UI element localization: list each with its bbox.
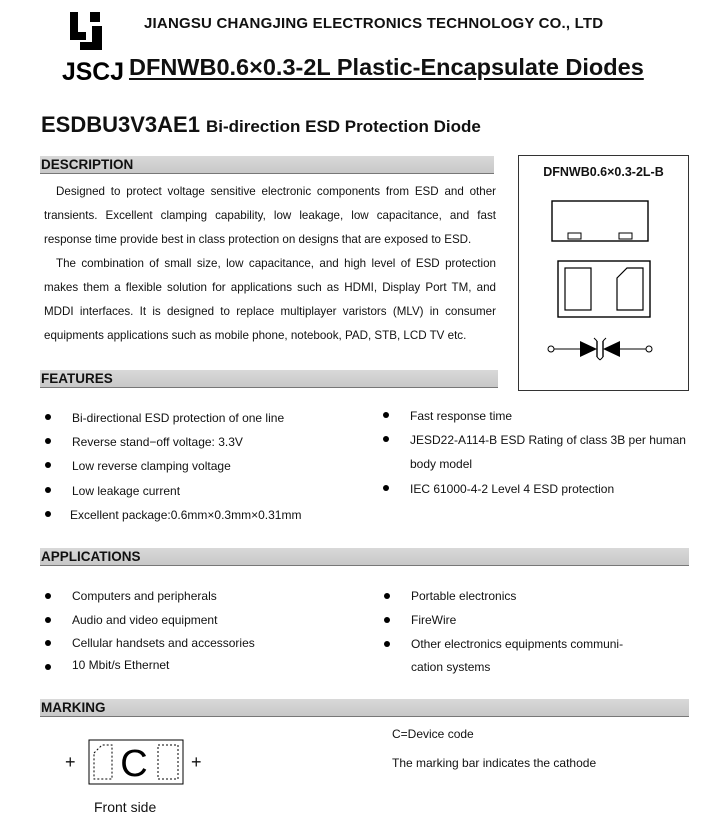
description-text [44,180,496,348]
bidirectional-diode-symbol [547,337,657,361]
list-item: Reverse stand−off voltage: 3.3V [42,430,301,454]
marking-heading: MARKING [41,700,106,715]
list-item: Low reverse clamping voltage [42,454,301,478]
description-paragraph: The combination of small size, low capacitance, and high level of ESD protection makes them a flexible solution for applications such as HDMI, Display Port TM, and MDDI interfaces. It is designed to replace multiplayer varistors (MLV) in consumer equipments applications such as mobile phone, notebook, PAD, STB, LCD TV etc. [44,257,496,342]
list-item: Cellular handsets and accessories [42,632,255,656]
applications-heading: APPLICATIONS [41,549,141,564]
marking-header-bar [40,699,689,717]
list-item: 10 Mbit/s Ethernet [42,656,255,674]
description-paragraph: Designed to protect voltage sensitive electronic components from ESD and other transients. Excellent clamping capability, low leakage, low capacitance, and fast response time provide best in class protection on designs that are exposed to ESD. [44,185,496,246]
plus-symbol: + [191,752,202,772]
part-number: ESDBU3V3AE1 [41,112,200,137]
list-item: Low leakage current [42,479,301,503]
package-title: DFNWB0.6×0.3-2L-B [543,165,664,179]
description-heading: DESCRIPTION [41,157,134,172]
company-name: JIANGSU CHANGJING ELECTRONICS TECHNOLOGY CO., LTD [144,15,604,32]
list-item: Fast response time [380,404,692,428]
list-item: Computers and peripherals [42,585,255,609]
device-code-letter: C [120,743,148,785]
features-right-list [380,404,692,501]
applications-left-list [42,585,255,674]
features-left-list [42,406,301,527]
package-side-view [551,200,651,248]
list-item: Portable electronics [381,585,635,609]
applications-header-bar [40,548,689,566]
features-header-bar [40,370,498,388]
list-item: Other electronics equipments communi-cation systems [381,633,635,681]
list-item: FireWire [381,609,635,633]
plus-symbol: + [65,752,76,772]
front-side-label: Front side [94,799,157,815]
part-description: Bi-direction ESD Protection Diode [205,117,481,136]
device-code-note: C=Device code [392,727,474,741]
list-item: Audio and video equipment [42,609,255,633]
package-bottom-view [557,260,653,320]
list-item: IEC 61000-4-2 Level 4 ESD protection [380,477,692,501]
cathode-note: The marking bar indicates the cathode [392,756,597,770]
applications-right-list [381,585,635,680]
part-title [41,112,481,138]
features-heading: FEATURES [41,371,113,386]
package-outline-box [518,155,689,391]
list-item: JESD22-A114-B ESD Rating of class 3B per human body model [380,428,692,476]
logo-text: JSCJ [62,58,124,82]
marking-diagram [88,739,184,785]
document-subtitle: DFNWB0.6×0.3-2L Plastic-Encapsulate Diodes [129,54,644,80]
description-header-bar [40,156,494,174]
list-item: Bi-directional ESD protection of one line [42,406,301,430]
jscj-logo [62,12,126,82]
list-item: Excellent package:0.6mm×0.3mm×0.31mm [42,503,301,527]
